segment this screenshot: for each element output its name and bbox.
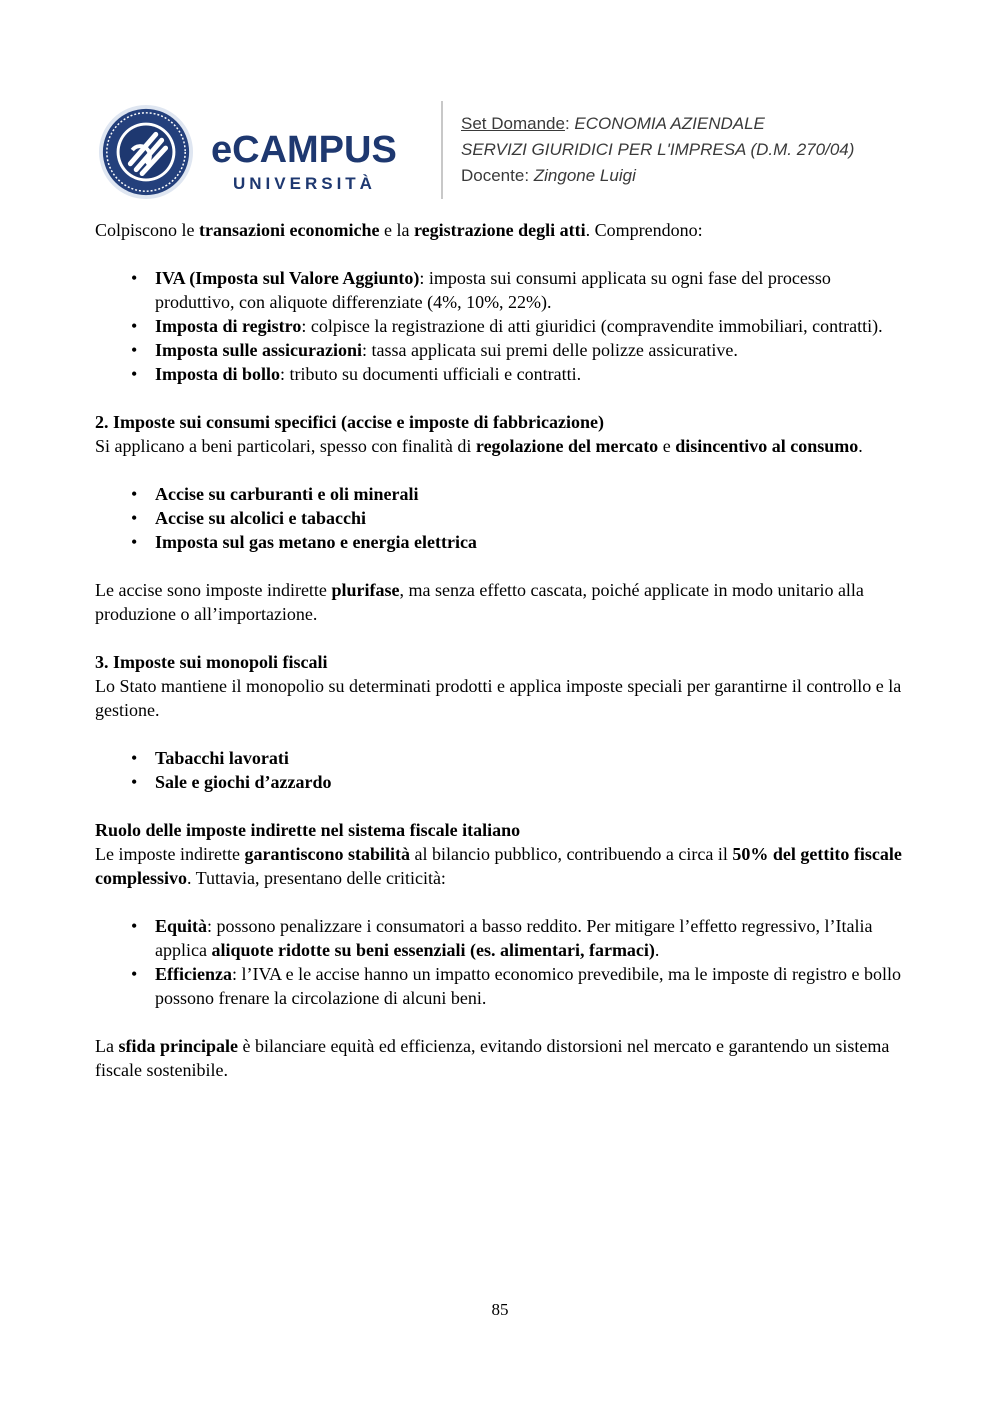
text-run: Le accise sono imposte indirette — [95, 580, 332, 600]
text-run: , ma senza effetto cascata, poiché applicate in modo unitario alla produzione o all’importazione. — [95, 580, 864, 624]
list-item — [95, 770, 905, 794]
monopoly-list — [95, 746, 905, 794]
page-header — [97, 101, 917, 199]
page-number: 85 — [491, 1300, 509, 1319]
text-run: : colpisce la registrazione di atti giuridici (compravendite immobiliari, contratti). — [301, 316, 883, 336]
bold-run: Imposta di bollo — [155, 364, 281, 384]
text-run: : tributo su documenti ufficiali e contratti. — [280, 364, 582, 384]
excise-note — [95, 578, 905, 626]
text-run: al bilancio pubblico, contribuendo a circa il — [409, 844, 733, 864]
text-run: . Tuttavia, presentano delle criticità: — [187, 868, 446, 888]
bold-run: disincentivo al consumo — [675, 436, 859, 456]
text-run: La — [95, 1036, 119, 1056]
docente-line — [461, 163, 854, 189]
text-run: . — [654, 940, 660, 960]
text-run: e la — [379, 220, 414, 240]
list-item — [95, 338, 905, 362]
docente-value: Zingone Luigi — [533, 166, 636, 185]
section3-paragraph: Lo Stato mantiene il monopolio su determinati prodotti e applica imposte speciali per garantirne il controllo e la gestione. — [95, 676, 902, 720]
bold-run: IVA (Imposta sul Valore Aggiunto) — [155, 268, 420, 288]
text-run: Si applicano a beni particolari, spesso con finalità di — [95, 436, 476, 456]
bold-run: Efficienza — [155, 964, 232, 984]
bold-run: 50% del gettito fiscale complessivo — [95, 844, 902, 888]
bold-run: Sale e giochi d’azzardo — [155, 772, 332, 792]
heading-text: Ruolo delle imposte indirette nel sistema fiscale italiano — [95, 820, 521, 840]
bold-run: Tabacchi lavorati — [155, 748, 289, 768]
text-run: : tassa applicata sui premi delle polizze assicurative. — [362, 340, 738, 360]
list-item — [95, 530, 905, 554]
bold-run: regolazione del mercato — [475, 436, 659, 456]
text-run: Le imposte indirette — [95, 844, 245, 864]
conclusion-paragraph — [95, 1034, 905, 1082]
criticality-list — [95, 914, 905, 1010]
bold-run: Imposta di registro — [155, 316, 302, 336]
course-info — [461, 111, 854, 189]
text-run: è bilanciare equità ed efficienza, evitando distorsioni nel mercato e garantendo un sistema fiscale sostenibile. — [95, 1036, 890, 1080]
set-label: Set Domande — [461, 114, 565, 133]
list-item — [95, 746, 905, 770]
bold-run: plurifase — [331, 580, 400, 600]
set-line — [461, 111, 854, 137]
excise-list — [95, 482, 905, 554]
text-run: : possono penalizzare i consumatori a basso reddito. Per mitigare l’effetto regressivo, l’Italia applica — [155, 916, 873, 960]
list-item — [95, 362, 905, 386]
bold-run: aliquote ridotte su beni essenziali (es. alimentari, farmaci) — [211, 940, 655, 960]
document-body — [95, 218, 905, 1082]
list-item — [95, 506, 905, 530]
bold-run: Equità — [155, 916, 208, 936]
list-item — [95, 482, 905, 506]
university-seal-logo — [97, 103, 195, 201]
set-value: ECONOMIA AZIENDALE — [574, 114, 765, 133]
section-heading — [95, 410, 905, 434]
header-divider — [441, 101, 443, 199]
heading-text: 3. Imposte sui monopoli fiscali — [95, 652, 328, 672]
intro-paragraph — [95, 218, 905, 242]
text-run: : imposta sui consumi applicata su ogni fase del processo produttivo, con aliquote differenziate (4%, 10%, 22%). — [155, 268, 831, 312]
section2-paragraph — [95, 434, 905, 458]
bold-run: Accise su alcolici e tabacchi — [155, 508, 366, 528]
bold-run: sfida principale — [118, 1036, 238, 1056]
course-line — [461, 137, 854, 163]
indirect-taxes-list — [95, 266, 905, 386]
docente-label: Docente: — [461, 166, 534, 185]
bold-run: garantiscono stabilità — [244, 844, 410, 864]
text-run: Colpiscono le — [95, 220, 199, 240]
list-item — [95, 266, 905, 314]
brand-name: eCAMPUS — [211, 129, 397, 171]
section4-paragraph — [95, 842, 905, 890]
bold-run: Accise su carburanti e oli minerali — [155, 484, 419, 504]
bold-run: Imposta sulle assicurazioni — [155, 340, 363, 360]
course-name: SERVIZI GIURIDICI PER L'IMPRESA (D.M. 270/04) — [461, 140, 855, 159]
heading-text: 2. Imposte sui consumi specifici (accise e imposte di fabbricazione) — [95, 412, 604, 432]
section-heading — [95, 818, 905, 842]
bold-run: registrazione degli atti — [413, 220, 586, 240]
text-run: . Comprendono: — [585, 220, 703, 240]
text-run: . — [858, 436, 863, 456]
set-separator: : — [564, 114, 575, 133]
list-item — [95, 314, 905, 338]
section-heading — [95, 650, 905, 674]
brand-subtitle: UNIVERSITÀ — [233, 174, 376, 193]
text-run: : l’IVA e le accise hanno un impatto economico prevedibile, ma le imposte di registro e bollo possono frenare la circolazione di alcuni beni. — [155, 964, 901, 1008]
text-run: e — [658, 436, 676, 456]
bold-run: Imposta sul gas metano e energia elettrica — [155, 532, 477, 552]
list-item — [95, 914, 905, 962]
ecampus-wordmark — [211, 131, 431, 199]
bold-run: transazioni economiche — [199, 220, 380, 240]
list-item — [95, 962, 905, 1010]
